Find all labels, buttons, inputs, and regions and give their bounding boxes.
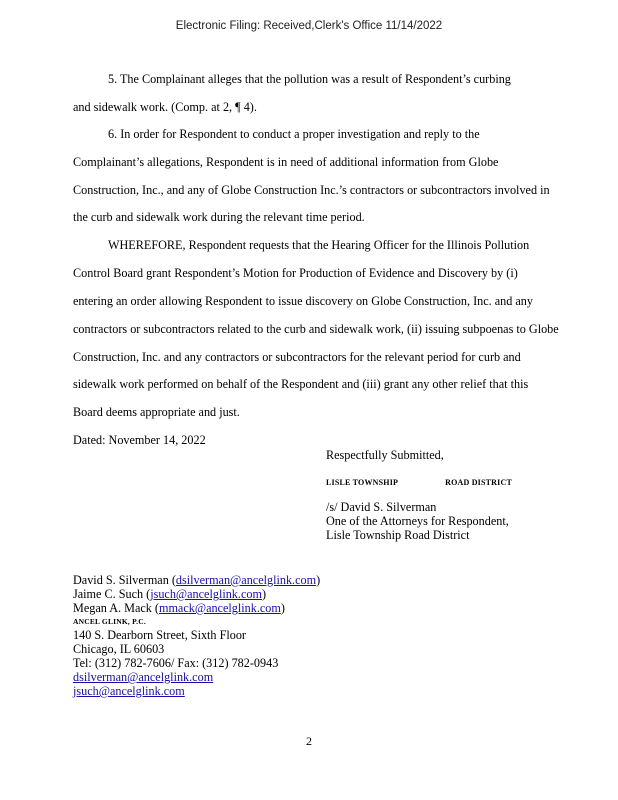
signature-block	[326, 448, 512, 542]
firm-street: 140 S. Dearborn Street, Sixth Floor	[73, 628, 246, 642]
respectfully-submitted: Respectfully Submitted,	[326, 448, 444, 462]
page-number: 2	[306, 734, 312, 748]
wherefore-line-3: entering an order allowing Respondent to issue discovery on Globe Construction, Inc. and any	[73, 294, 533, 308]
attorney-2-name: Jaime C. Such (	[73, 587, 151, 601]
wherefore-line-6: sidewalk work performed on behalf of the Respondent and (iii) grant any other relief that this	[73, 377, 529, 391]
party-lisle-township: LISLE TOWNSHIP	[326, 478, 399, 487]
wherefore-line-4: contractors or subcontractors related to the curb and sidewalk work, (ii) issuing subpoenas to Globe	[73, 322, 559, 336]
filing-header: Electronic Filing: Received,Clerk's Office 11/14/2022	[175, 20, 443, 32]
attorney-3-email-link[interactable]: mmack@ancelglink.com	[158, 601, 281, 615]
email-link-silverman[interactable]: dsilverman@ancelglink.com	[73, 670, 214, 684]
paragraph-6-line-3: Construction, Inc., and any of Globe Construction Inc.’s contractors or subcontractors involved in	[73, 183, 550, 197]
wherefore-line-7: Board deems appropriate and just.	[73, 405, 240, 419]
signature-role: One of the Attorneys for Respondent,	[326, 514, 509, 528]
attorney-1-name: David S. Silverman (	[73, 573, 176, 587]
email-link-such[interactable]: jsuch@ancelglink.com	[73, 684, 185, 698]
attorney-2-email-link[interactable]: jsuch@ancelglink.com	[150, 587, 262, 601]
wherefore-line-2: Control Board grant Respondent’s Motion for Production of Evidence and Discovery by (i)	[73, 266, 518, 280]
paragraph-5-line-2: and sidewalk work. (Comp. at 2, ¶ 4).	[73, 100, 257, 114]
attorney-3-name: Megan A. Mack (	[73, 601, 159, 615]
wherefore-line-1: WHEREFORE, Respondent requests that the Hearing Officer for the Illinois Pollution	[108, 238, 530, 252]
dated-line: Dated: November 14, 2022	[73, 433, 206, 447]
signature-org: Lisle Township Road District	[326, 528, 470, 542]
paragraph-6-line-4: the curb and sidewalk work during the relevant time period.	[73, 210, 365, 224]
attorney-1-close: )	[316, 573, 321, 587]
attorney-1-email-link[interactable]: dsilverman@ancelglink.com	[175, 573, 317, 587]
firm-phone-fax: Tel: (312) 782-7606/ Fax: (312) 782-0943	[73, 656, 279, 670]
firm-city: Chicago, IL 60603	[73, 642, 165, 656]
paragraph-6-line-1: 6. In order for Respondent to conduct a proper investigation and reply to the	[108, 127, 480, 141]
wherefore-line-5: Construction, Inc. and any contractors or subcontractors for the relevant period for curb and	[73, 350, 521, 364]
attorney-3-close: )	[280, 601, 285, 615]
counsel-block	[73, 573, 320, 698]
attorney-2-close: )	[261, 587, 266, 601]
signature-line: /s/ David S. Silverman	[326, 500, 437, 514]
firm-name: ANCEL GLINK, P.C.	[73, 617, 146, 626]
party-road-district: ROAD DISTRICT	[445, 478, 512, 487]
paragraph-6-line-2: Complainant’s allegations, Respondent is in need of additional information from Globe	[73, 155, 499, 169]
paragraph-5-line-1: 5. The Complainant alleges that the pollution was a result of Respondent’s curbing	[108, 72, 511, 86]
